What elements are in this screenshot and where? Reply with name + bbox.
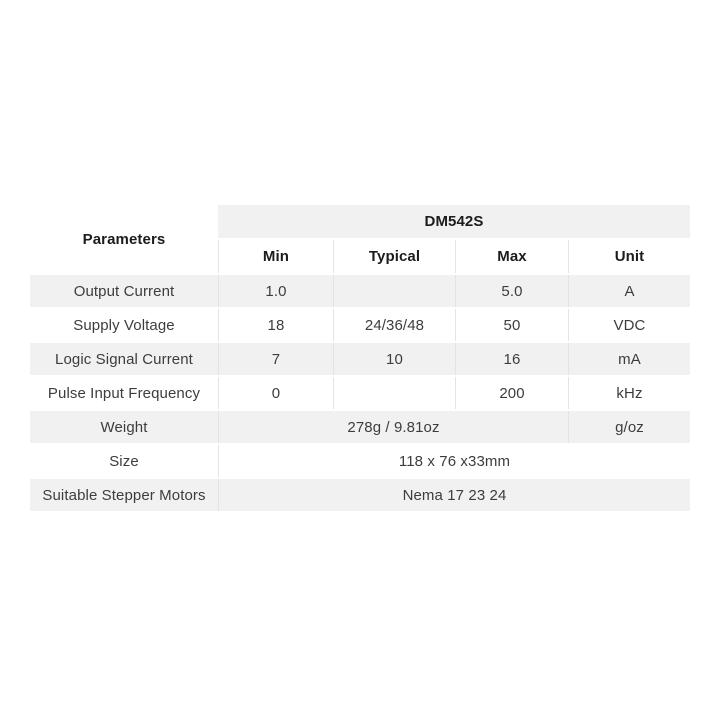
typical-value <box>333 377 455 409</box>
row-label: Logic Signal Current <box>30 343 218 375</box>
row-label: Weight <box>30 411 218 443</box>
col-header-unit: Unit <box>568 240 690 273</box>
max-value: 200 <box>455 377 568 409</box>
unit-value: kHz <box>568 377 690 409</box>
row-label: Size <box>109 452 139 470</box>
row-label: Supply Voltage <box>73 316 175 334</box>
max-value: 5.0 <box>455 275 568 307</box>
min-value: 7 <box>218 343 333 375</box>
product-name-header: DM542S <box>218 205 690 238</box>
unit-value: mA <box>568 343 690 375</box>
max-value: 50 <box>455 309 568 341</box>
min-value: 0 <box>218 377 333 409</box>
row-label: Suitable Stepper Motors <box>30 479 218 511</box>
merged-value: Nema 17 23 24 <box>218 479 690 511</box>
row-label: Output Current <box>30 275 218 307</box>
col-header-min: Min <box>218 240 333 273</box>
col-header-max: Max <box>455 240 568 273</box>
merged-value: 278g / 9.81oz <box>218 411 568 443</box>
min-value: 1.0 <box>218 275 333 307</box>
merged-value: 118 x 76 x33mm <box>218 445 690 477</box>
unit-value: A <box>568 275 690 307</box>
col-header-typical: Typical <box>333 240 455 273</box>
unit-value: VDC <box>568 309 690 341</box>
max-value: 16 <box>455 343 568 375</box>
parameters-header: Parameters <box>82 230 166 248</box>
typical-value: 24/36/48 <box>333 309 455 341</box>
min-value: 18 <box>218 309 333 341</box>
spec-table <box>30 205 690 511</box>
typical-value: 10 <box>333 343 455 375</box>
row-label: Pulse Input Frequency <box>47 384 201 402</box>
typical-value <box>333 275 455 307</box>
unit-value: g/oz <box>568 411 690 443</box>
